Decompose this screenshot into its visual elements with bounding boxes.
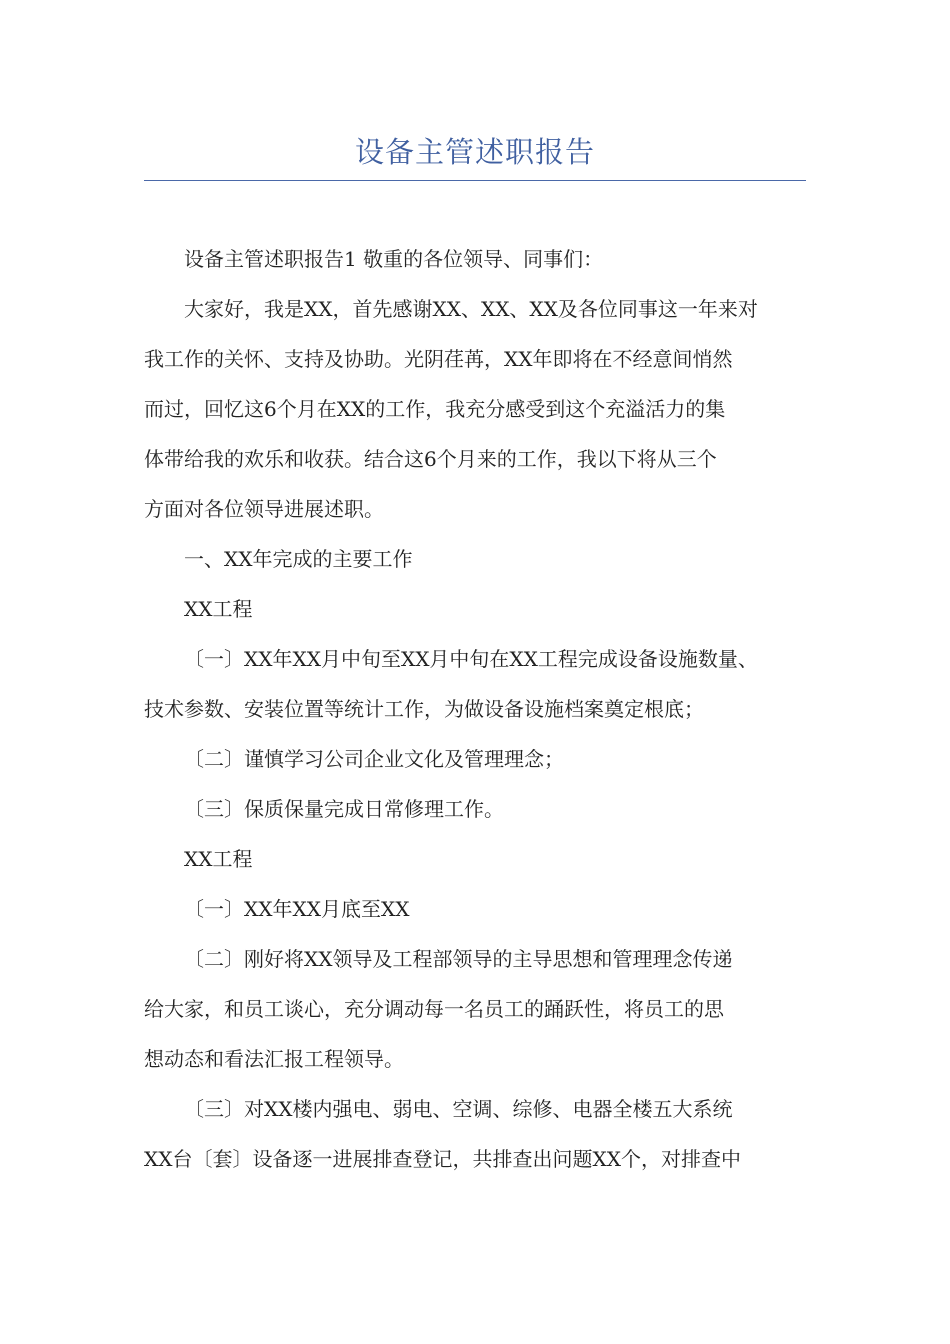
list-item: 〔一〕XX年XX月底至XX — [184, 897, 410, 921]
list-item: 〔二〕刚好将XX领导及工程部领导的主导思想和管理理念传递 给大家，和员工谈心，充分调动每一名员工的踊跃性，将员工的思 想动态和看法汇报工程领导。 — [144, 947, 733, 1071]
page-title: 设备主管述职报告 — [354, 135, 595, 169]
paragraph-greeting: 设备主管述职报告1 敬重的各位领导、同事们： — [184, 247, 604, 271]
list-item: 〔一〕XX年XX月中旬至XX月中旬在XX工程完成设备设施数量、 技术参数、安装位置等统计工作，为做设备设施档案奠定根底； — [144, 647, 758, 721]
list-item: 〔二〕谨慎学习公司企业文化及管理理念； — [184, 747, 564, 771]
paragraph-intro: 大家好，我是XX，首先感谢XX、XX、XX及各位同事这一年来对 我工作的关怀、支持及协助。光阴荏苒，XX年即将在不经意间悄然 而过，回忆这6个月在XX的工作，我充分感受到这个充溢活力的集 体带给我的欢乐和收获。结合这6个月来的工作，我以下将从三个 方面对各位领导进展述职。 — [144, 297, 758, 521]
section-heading-main-work: 一、XX年完成的主要工作 — [184, 547, 413, 571]
document-body — [144, 234, 834, 1184]
subsection-heading-project-2: XX工程 — [184, 847, 253, 871]
title-underline — [144, 180, 806, 181]
list-item: 〔三〕保质保量完成日常修理工作。 — [184, 797, 504, 821]
subsection-heading-project-1: XX工程 — [184, 597, 253, 621]
list-item: 〔三〕对XX楼内强电、弱电、空调、综修、电器全楼五大系统 XX台〔套〕设备逐一进展排查登记，共排查出问题XX个，对排查中 — [144, 1097, 741, 1171]
